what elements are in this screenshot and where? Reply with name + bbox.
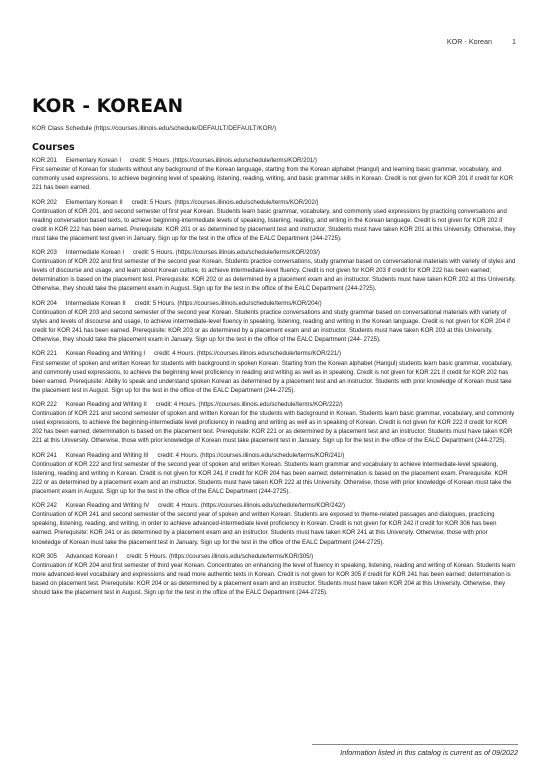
course-header — [32, 249, 518, 258]
course-credit-link[interactable]: credit: 4 Hours. (https://courses.illinois.edu/schedule/terms/KOR/242/) — [158, 503, 346, 510]
course-entry — [32, 401, 518, 446]
course-credit-link[interactable]: credit: 5 Hours. (https://courses.illinois.edu/schedule/terms/KOR/201/) — [130, 158, 317, 164]
course-code: KOR 305 — [32, 553, 57, 560]
course-code: KOR 242 — [32, 503, 57, 510]
course-credit-link[interactable]: credit: 5 Hours. (https://courses.illinois.edu/schedule/terms/KOR/204/) — [134, 300, 322, 307]
course-credit-link[interactable]: credit: 5 Hours. (https://courses.illinois.edu/schedule/terms/KOR/203/) — [133, 250, 320, 257]
course-code: KOR 203 — [32, 250, 57, 257]
course-code: KOR 221 — [32, 351, 57, 358]
course-entry — [32, 249, 518, 294]
catalog-currency-note: Information listed in this catalog is current as of 09/2022 — [340, 748, 518, 757]
course-code: KOR 201 — [32, 158, 57, 164]
page-title: KOR - KOREAN — [32, 96, 184, 117]
course-credit-link[interactable]: credit: 5 Hours. (https://courses.illinois.edu/schedule/terms/KOR/202/) — [131, 199, 319, 206]
course-description: Continuation of KOR 221 and second semester of spoken and written Korean for the students with background in Korean. Students learn basic grammar, vocabulary, and commonly used expressions, to achieve the beginning-intermediate level proficiency in reading and writing as well as in speaking of Korean. Credit is not given for KOR 222 if credit for KOR 202 has been earned; determination is based on the placement test. Prerequisite: KOR 221 or as determined by a placement test and an instructor. Students must have taken KOR 221 at this University. Otherwise, those with prior knowledge of Korean must take placement test in January. Sign up for the test in the office of the EALC Department (244-2725). — [32, 411, 515, 445]
footer-divider — [312, 744, 518, 745]
courses-heading: Courses — [32, 142, 75, 153]
course-header — [32, 502, 518, 511]
course-header — [32, 199, 518, 208]
course-header — [32, 452, 518, 461]
course-name: Elementary Korean II — [65, 199, 123, 206]
course-name: Intermediate Korean I — [65, 250, 125, 257]
course-description: Continuation of KOR 201, and second semester of first year Korean. Students learn basic grammar, vocabulary, and commonly used expressions by practicing conversations and reading conversation based texts, to achieve beginning-intermediate levels of speaking, listening, reading, and writing in the Korean language. Credit is not given for KOR 202 if credit in KOR 222 has been earned. Prerequisite: KOR 201 or as determined by placement test and instructor. Students must have taken KOR 201 at this University. Otherwise, they must take the placement test given in January. Sign up for the test in the office of the EALC Department (244-2725). — [32, 208, 516, 242]
running-header — [447, 37, 516, 46]
course-code: KOR 202 — [32, 199, 57, 206]
course-entry — [32, 452, 518, 497]
course-name: Korean Reading and Writing III — [65, 452, 149, 459]
course-name: Advanced Korean I — [65, 553, 118, 560]
course-entry — [32, 300, 518, 345]
course-description: First semester of Korean for students without any background of the Korean language, starting from the Korean alphabet (Hangul) and learning basic grammar, vocabulary, and commonly used expressions, to achieve beginning level of speaking, listening, reading, writing, and basic grammar skills in Korean. Credit is not given for KOR 201 if credit for KOR 221 has been earned. — [32, 167, 513, 192]
course-entry — [32, 502, 518, 547]
class-schedule-link[interactable]: KOR Class Schedule (https://courses.illinois.edu/schedule/DEFAULT/DEFAULT/KOR/) — [32, 125, 277, 132]
course-header — [32, 300, 518, 309]
page-number: 1 — [512, 37, 516, 46]
course-name: Intermediate Korean II — [65, 300, 126, 307]
course-code: KOR 241 — [32, 452, 57, 459]
running-title: KOR - Korean — [446, 37, 492, 46]
course-name: Korean Reading and Writing I — [65, 351, 146, 358]
course-description: Continuation of KOR 204 and first semester of third year Korean. Concentrates on enhancing the level of fluency in speaking, listening, reading and writing of Korean. Students learn more advanced-level vocabulary and expressions and read more authentic texts in Korean. Credit is not given for KOR 305 if credit for KOR 241 has been earned; determination is based on placement test. Prerequisite: KOR 204 or as determined by a placement exam and an instructor. Students must have taken KOR 204 at this University. Otherwise, they should take the placement test in August. Sign up for the test in the office of the EALC Department (244-2725). — [32, 563, 516, 597]
course-header — [32, 350, 518, 359]
course-name: Elementary Korean I — [65, 158, 121, 164]
course-credit-link[interactable]: credit: 5 Hours. (https://courses.illinois.edu/schedule/terms/KOR/305/) — [126, 553, 314, 560]
course-description: Continuation of KOR 222 and first semester of the second year of spoken and written Korean. Students learn grammar and vocabulary to achieve intermediate-level speaking, listening, reading and writing in Korean. Credit is not given for KOR 241 if credit for KOR 204 has been earned; determination is based on the placement exam. Prerequisite: KOR 222 or as determined by a placement exam and an instructor. Students must have taken KOR 222 at this University. Otherwise, those with prior knowledge of Korean must take the placement exam in August. Sign up for the test in the office of the EALC Department (244-2725). — [32, 461, 512, 495]
course-entry — [32, 157, 518, 193]
course-list — [32, 157, 518, 604]
course-entry — [32, 553, 518, 598]
course-name: Korean Reading and Writing IV — [65, 503, 150, 510]
course-credit-link[interactable]: credit: 4 Hours. (https://courses.illinois.edu/schedule/terms/KOR/221/) — [154, 351, 341, 358]
course-description: Continuation of KOR 241 and second semester of the second year of spoken and written Korean. Students are exposed to theme-related passages and dialogues, practicing speaking, listening, reading, and writing, in order to achieve advanced-intermediate level proficiency in Korean. Credit is not given for KOR 242 if credit for KOR 306 has been earned. Prerequisite: KOR 241 or as determined by a placement exam and an instructor. Students must have taken KOR 241 at this University. Otherwise, those with prior knowledge of Korean must take the placement test in January. Sign up for the test in the office of the EALC Department (244-2725). — [32, 512, 497, 546]
course-code: KOR 222 — [32, 402, 57, 409]
course-header — [32, 553, 518, 562]
course-description: Continuation of KOR 203 and second semester of the second year Korean. Students practice conversations and study grammar based on conversational materials with variety of styles and levels of discourse and usage, to achieve intermediate-level fluency in speaking, listening, reading and writing in the Korean language. Credit is not given for KOR 204 if credit for KOR 241 has been earned. Prerequisite: KOR 203 or as determined by a placement exam and an instructor. Students must have taken KOR 203 at this University. Otherwise, they should take the placement exam in January. Sign up for the test in the office of the EALC Department (244- 2725). — [32, 309, 510, 344]
course-entry — [32, 350, 518, 395]
course-credit-link[interactable]: credit: 4 Hours. (https://courses.illinois.edu/schedule/terms/KOR/241/) — [157, 452, 345, 459]
course-header — [32, 401, 518, 410]
course-credit-link[interactable]: credit: 4 Hours. (https://courses.illinois.edu/schedule/terms/KOR/222/) — [155, 402, 343, 409]
course-code: KOR 204 — [32, 300, 57, 307]
course-description: Continuation of KOR 202 and first semester of the second year Korean. Students practice conversations, study grammar based on conversational materials with variety of styles and levels of discourse and usage, and learn about Korean culture, to achieve intermediate-level fluency. Credit is not given for KOR 203 if credit for KOR 222 has been earned; determination is based on the placement test. Prerequisite: KOR 202 or as determined by a placement exam and an instructor. Students must have taken KOR 202 at this University. Otherwise, they should take the placement exam in August. Sign up for the test in the office of the EALC Department (244-2725). — [32, 259, 516, 293]
course-description: First semester of spoken and written Korean for students with background in spoken Korean. Starting from the Korean alphabet (Hangul) students learn basic grammar, vocabulary, and commonly used expressions, to achieve the beginning level proficiency in reading and writing as well as in speaking. Credit is not given for KOR 221 if credit for KOR 202 has been earned. Prerequisite: Ability to speak and understand spoken Korean as determined by a placement test and an instructor. Students with prior knowledge of Korean must take the placement test in August. Sign up for the test in the office of the EALC Department (244-2725). — [32, 360, 513, 394]
course-name: Korean Reading and Writing II — [65, 402, 147, 409]
course-entry — [32, 199, 518, 244]
course-header — [32, 157, 518, 166]
